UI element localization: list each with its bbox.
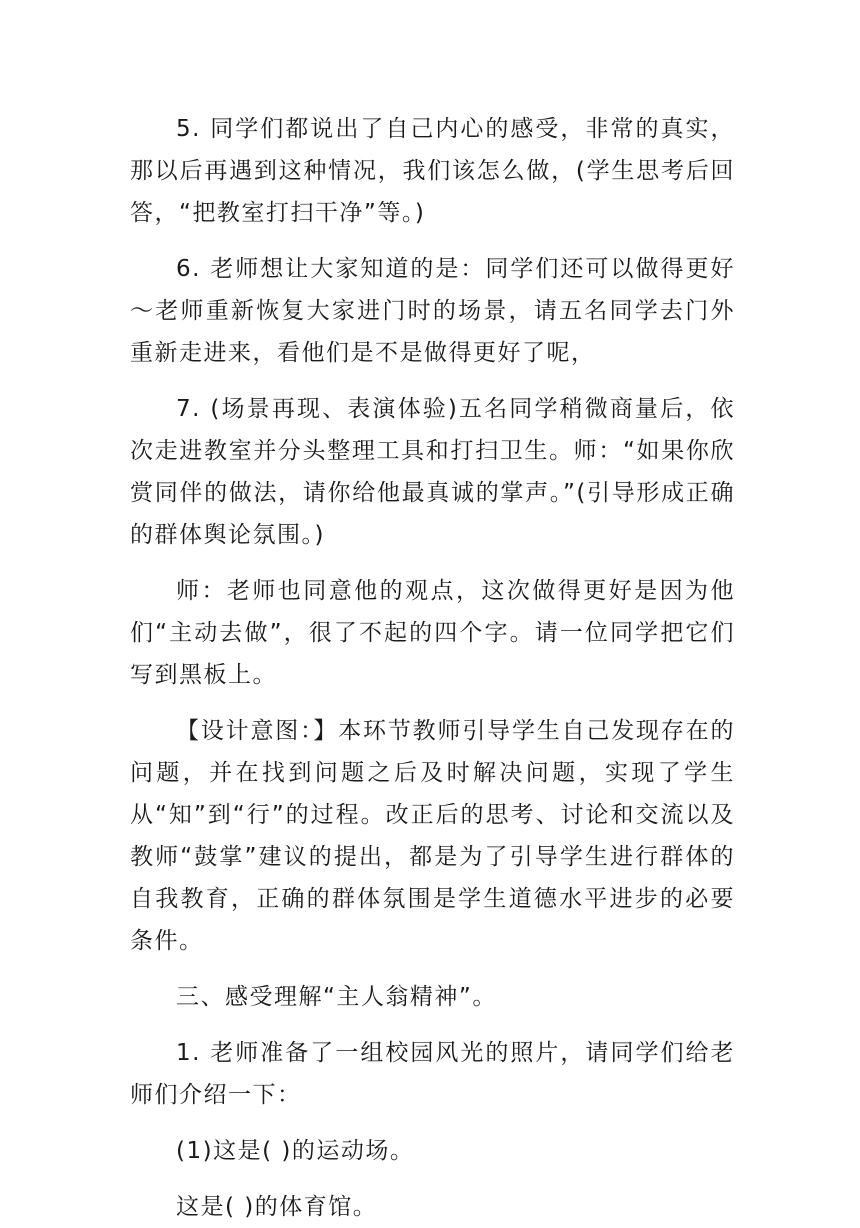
paragraph-fill-blank-2: 这是( )的体育馆。: [176, 1194, 378, 1220]
paragraph-item-1: 1. 老师准备了一组校园风光的照片，请同学们给老师们介绍一下：: [130, 1040, 735, 1108]
paragraph-fill-blank-1: (1)这是( )的运动场。: [176, 1138, 415, 1164]
section-heading-3: 三、感受理解“主人翁精神”。: [176, 984, 497, 1010]
paragraph-design-intent: 【设计意图：】本环节教师引导学生自己发现存在的问题，并在找到问题之后及时解决问题，实现了学生从“知”到“行”的过程。改正后的思考、讨论和交流以及教师“鼓掌”建议的提出，都是为了引导学生进行群体的自我教育，正确的群体氛围是学生道德水平进步的必要条件。: [130, 718, 735, 954]
paragraph-step-6: 6. 老师想让大家知道的是：同学们还可以做得更好～老师重新恢复大家进门时的场景，请五名同学去门外重新走进来，看他们是不是做得更好了呢，: [130, 256, 735, 366]
paragraph-step-5: 5. 同学们都说出了自己内心的感受，非常的真实，那以后再遇到这种情况，我们该怎么做，(学生思考后回答，“把教室打扫干净”等。): [130, 116, 735, 226]
paragraph-teacher-remark: 师：老师也同意他的观点，这次做得更好是因为他们“主动去做”，很了不起的四个字。请一位同学把它们写到黑板上。: [130, 578, 735, 688]
document-page: [130, 108, 735, 1228]
paragraph-step-7: 7. (场景再现、表演体验)五名同学稍微商量后，依次走进教室并分头整理工具和打扫卫生。师：“如果你欣赏同伴的做法，请你给他最真诚的掌声。”(引导形成正确的群体舆论氛围。): [130, 396, 735, 548]
